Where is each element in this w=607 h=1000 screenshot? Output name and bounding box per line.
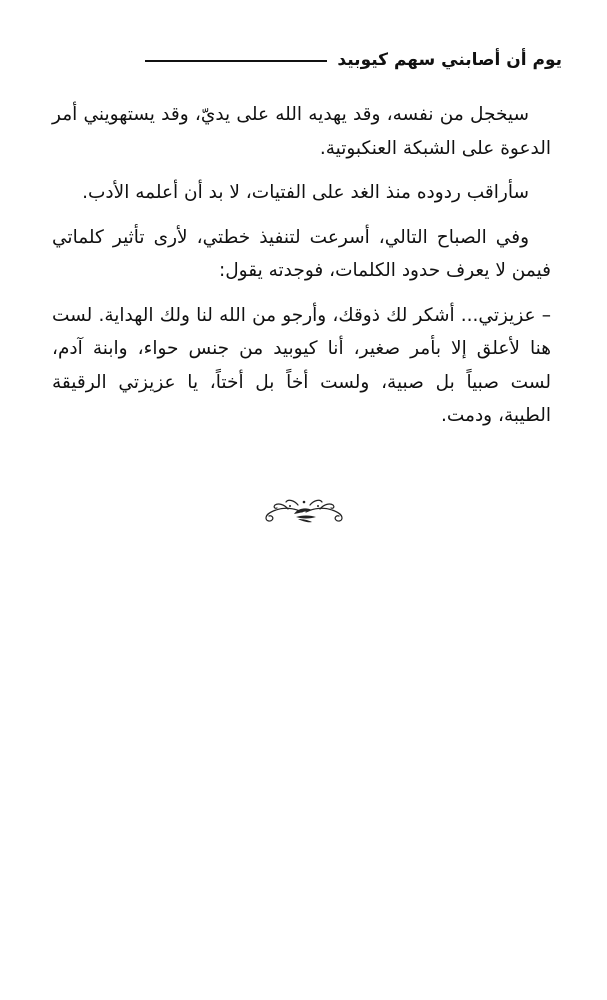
chapter-title: يوم أن أصابني سهم كيوبيد xyxy=(337,50,562,70)
paragraph: سيخجل من نفسه، وقد يهديه الله على يديّ، وقد يستهويني أمر الدعوة على الشبكة العنكبوتية. xyxy=(52,104,551,159)
decorative-scroll-divider-icon xyxy=(258,490,350,530)
body-text xyxy=(52,98,551,444)
paragraph: سأراقب ردوده منذ الغد على الفتيات، لا بد أن أعلمه الأدب. xyxy=(82,182,529,203)
dialogue-paragraph: – عزيزتي... أشكر لك ذوقك، وأرجو من الله لنا ولك الهداية. لست هنا لأعلق إلا بأمر صغير، أنا كيوبيد من جنس حواء، وابنة آدم، لست صبياً بل صبية، ولست أخاً بل أختاً، يا عزيزتي الرقيقة الطيبة، ودمت. xyxy=(52,304,551,426)
running-header xyxy=(40,44,562,76)
paragraph: وفي الصباح التالي، أسرعت لتنفيذ خطتي، لأرى تأثير كلماتي فيمن لا يعرف حدود الكلمات، فوجدته يقول: xyxy=(52,226,551,281)
header-rule xyxy=(145,60,327,62)
